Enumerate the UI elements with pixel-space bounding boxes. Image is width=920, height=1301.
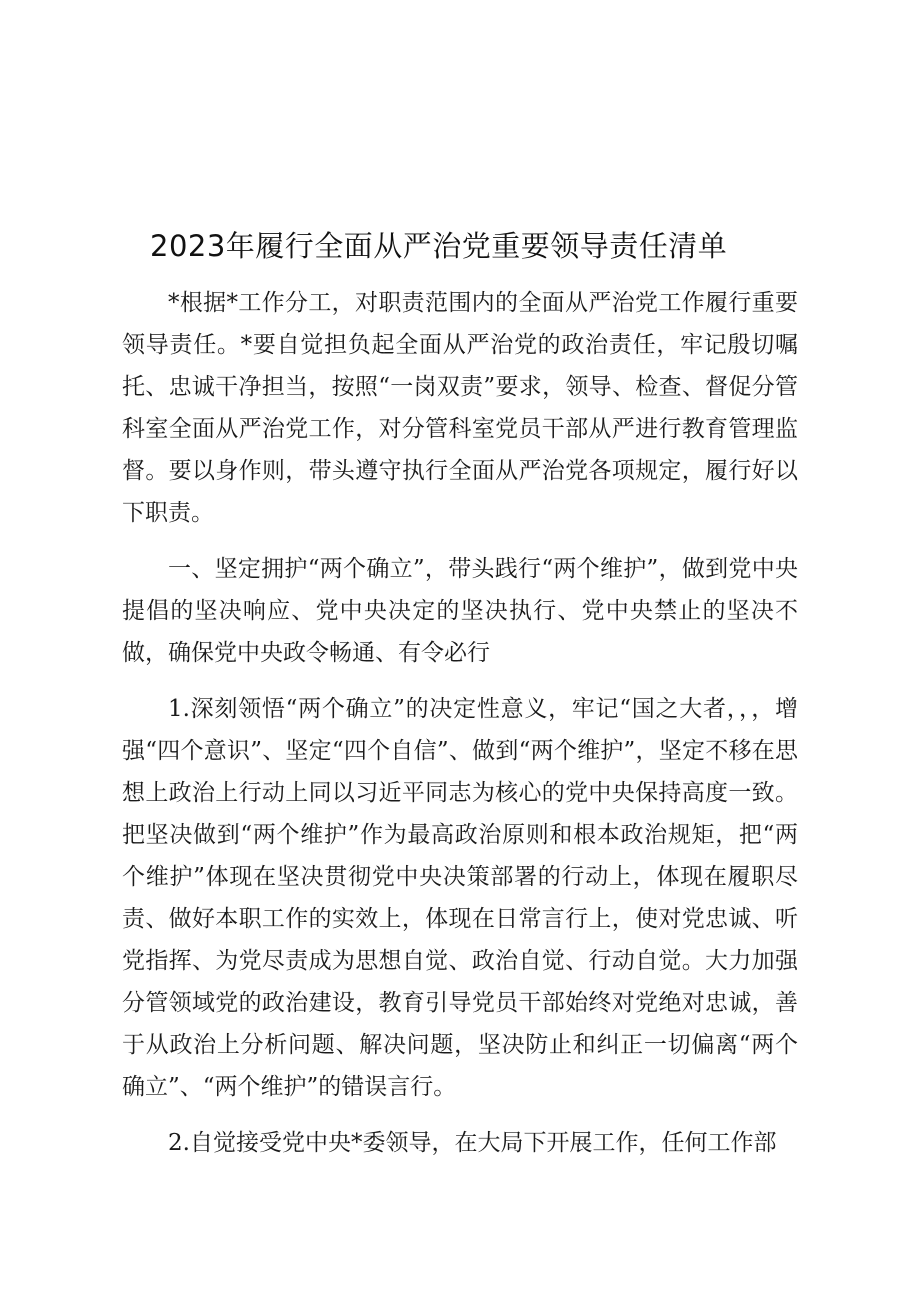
document-title: 2023年履行全面从严治党重要领导责任清单 bbox=[150, 229, 728, 263]
intro-paragraph: *根据*工作分工，对职责范围内的全面从严治党工作履行重要领导责任。*要自觉担负起全面从严治党的政治责任，牢记殷切嘱托、忠诚干净担当，按照“一岗双责”要求，领导、检查、督促分管科室全面从严治党工作，对分管科室党员干部从严进行教育管理监督。要以身作则，带头遵守执行全面从严治党各项规定，履行好以下职责。 bbox=[122, 290, 798, 526]
item-paragraph-2: 2.自觉接受党中央*委领导，在大局下开展工作，任何工作部 bbox=[168, 1130, 777, 1156]
document-body bbox=[122, 282, 798, 1164]
section-heading-1: 一、坚定拥护“两个确立”，带头践行“两个维护”，做到党中央提倡的坚决响应、党中央决定的坚决执行、党中央禁止的坚决不做，确保党中央政令畅通、有令必行 bbox=[122, 556, 798, 666]
item-paragraph-1: 1.深刻领悟“两个确立”的决定性意义，牢记“国之大者，，，增强“四个意识”、坚定“四个自信”、做到“两个维护”，坚定不移在思想上政治上行动上同以习近平同志为核心的党中央保持高度一致。把坚决做到“两个维护”作为最高政治原则和根本政治规矩，把“两个维护”体现在坚决贯彻党中央决策部署的行动上，体现在履职尽责、做好本职工作的实效上，体现在日常言行上，使对党忠诚、听党指挥、为党尽责成为思想自觉、政治自觉、行动自觉。大力加强分管领域党的政治建设，教育引导党员干部始终对党绝对忠诚，善于从政治上分析问题、解决问题，坚决防止和纠正一切偏离“两个确立”、“两个维护”的错误言行。 bbox=[122, 696, 798, 1100]
